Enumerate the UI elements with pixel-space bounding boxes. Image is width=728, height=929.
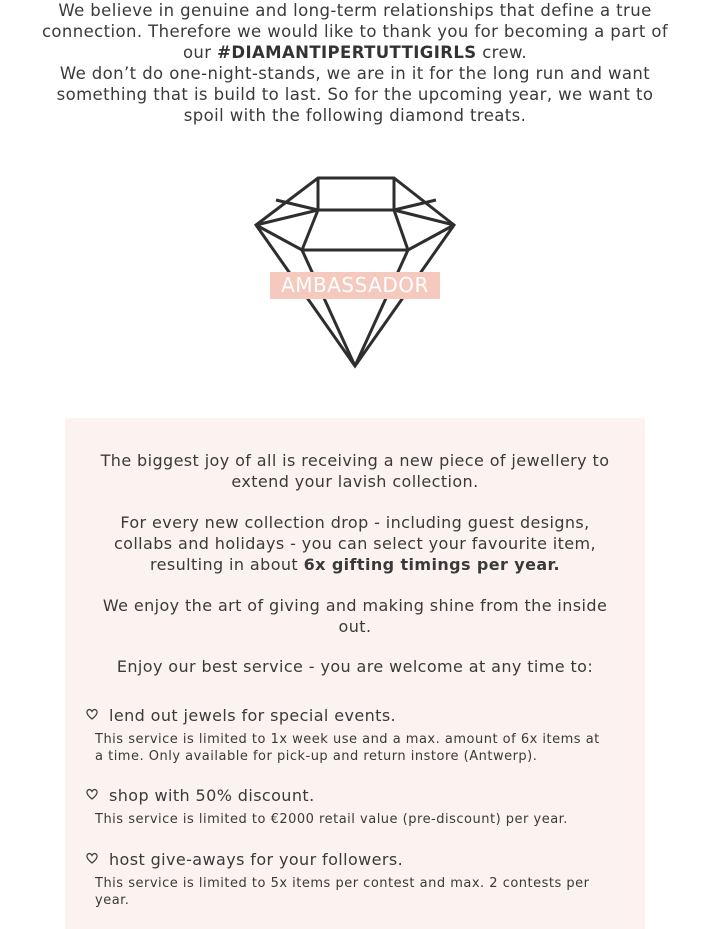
heart-outline-icon xyxy=(85,787,99,801)
perk-title: host give-aways for your followers. xyxy=(109,850,404,869)
heart-outline-icon xyxy=(85,851,99,865)
perk-note: This service is limited to 5x items per contest and max. 2 contests per year. xyxy=(95,876,590,908)
gifting-text: For every new collection drop - including guest designs, collabs and holidays - you can select your favourite item, resulting in about xyxy=(113,513,597,574)
intro-paragraph-1 xyxy=(40,0,670,63)
giving-paragraph: We enjoy the art of giving and making shine from the inside out. xyxy=(102,596,608,636)
gifting-highlight: 6x gifting timings per year. xyxy=(303,555,561,574)
intro-paragraph-2: We don’t do one-night-stands, we are in it for the long run and want something that is build to last. So for the upcoming year, we want to spoil with the following diamond treats. xyxy=(56,64,654,125)
ambassador-badge: AMBASSADOR xyxy=(270,272,440,299)
perk-title: lend out jewels for special events. xyxy=(109,706,397,725)
perk-note: This service is limited to €2000 retail value (pre-discount) per year. xyxy=(95,812,568,827)
perk-note: This service is limited to 1x week use and a max. amount of 6x items at a time. Only available for pick-up and return instore (Antwerp). xyxy=(95,732,600,764)
perk-title: shop with 50% discount. xyxy=(109,786,315,805)
intro-line-1-end: crew. xyxy=(476,43,528,62)
diamond-illustration xyxy=(250,170,460,375)
intro-text xyxy=(40,0,670,126)
hashtag: #DIAMANTIPERTUTTIGIRLS xyxy=(217,43,477,62)
intro-line-1: We believe in genuine and long-term relationships that define a true connection. Therefore we would like to thank you for becoming a part of our xyxy=(41,1,669,62)
heart-outline-icon xyxy=(85,707,99,721)
service-heading: Enjoy our best service - you are welcome at any time to: xyxy=(116,657,594,676)
benefits-panel xyxy=(65,418,645,929)
benefits-intro: The biggest joy of all is receiving a new piece of jewellery to extend your lavish collection. xyxy=(100,451,610,491)
gifting-paragraph xyxy=(95,512,615,575)
